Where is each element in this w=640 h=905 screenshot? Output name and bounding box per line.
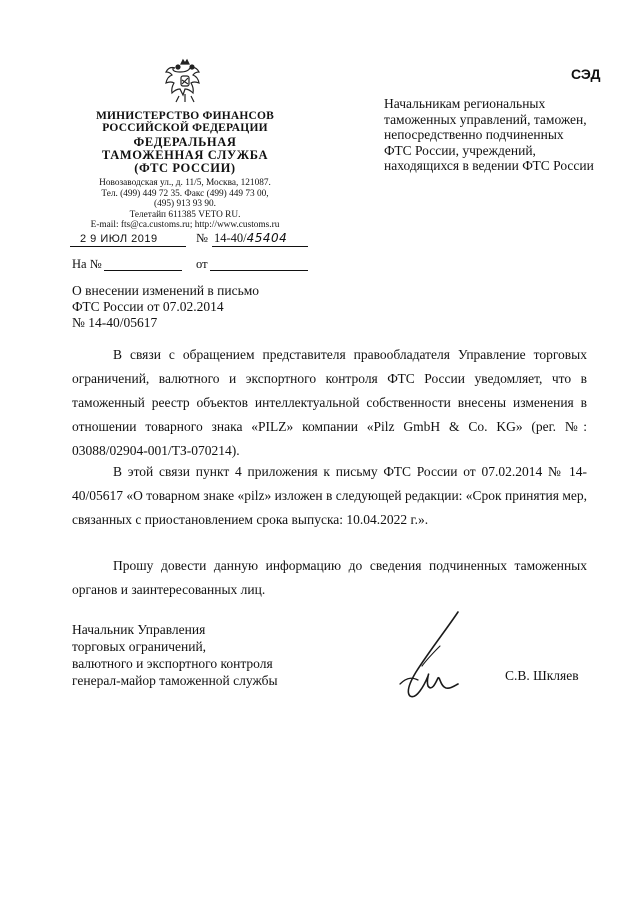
ministry-line: РОССИЙСКОЙ ФЕДЕРАЦИИ	[102, 122, 268, 134]
handwritten-signature-icon	[388, 606, 488, 706]
subject-line: ФТС России от 07.02.2014	[72, 299, 224, 314]
registration-date: 2 9 ИЮЛ 2019	[80, 233, 158, 245]
service-line: ТАМОЖЕННАЯ СЛУЖБА	[101, 148, 269, 162]
signatory-title-line: Начальник Управления	[72, 622, 206, 637]
double-headed-eagle-icon	[163, 56, 207, 106]
subject-line: О внесении изменений в письмо	[72, 283, 260, 298]
classification-mark: СЭД	[571, 66, 601, 82]
signatory-title	[72, 621, 332, 689]
service-name	[62, 136, 308, 175]
service-line: ФЕДЕРАЛЬНАЯ	[133, 135, 237, 149]
signatory-title-line: валютного и экспортного контроля	[72, 656, 273, 671]
body-paragraph: Прошу довести данную информацию до сведения подчиненных таможенных органов и заинтересованных лиц.	[72, 558, 587, 597]
service-line: (ФТС РОССИИ)	[134, 161, 236, 175]
registration-number	[214, 231, 287, 246]
contact-line: Телетайп 611385 VETO RU.	[129, 209, 241, 220]
signatory-title-line: торговых ограничений,	[72, 639, 207, 654]
reference-label: На №	[72, 257, 102, 271]
subject-line: № 14-40/05617	[72, 315, 158, 330]
reference-date-label: от	[196, 257, 208, 271]
addressee-block: Начальникам региональных таможенных управлений, таможен, непосредственно подчиненных ФТС России, учреждений, находящихся в ведении ФТС России	[384, 96, 594, 173]
contact-line: E-mail: fts@ca.customs.ru; http://www.customs.ru	[90, 220, 280, 230]
registration-number-handwritten: 45404	[246, 231, 288, 245]
subject-block	[72, 283, 332, 331]
ministry-name	[62, 110, 308, 134]
body-paragraph: В связи с обращением представителя правообладателя Управление торговых ограничений, валютного и экспортного контроля ФТС России уведомляет, что в таможенный реестр объектов интеллектуальной собственности внесены изменения в отношении товарного знака «PILZ» компании «Pilz GmbH & Co. KG» (рег. №: 03088/02904-001/ТЗ-070214).	[72, 347, 587, 458]
registration-number-printed: 14-40/	[214, 231, 247, 245]
contact-line: Новозаводская ул., д. 11/5, Москва, 121087.	[99, 178, 271, 188]
body-paragraph: В этой связи пункт 4 приложения к письму ФТС России от 07.02.2014 № 14-40/05617 «О товарном знаке «pilz» изложен в следующей редакции: «Срок принятия мер, связанных с приостановлением срока выпуска: 10.04.2022 г.».	[72, 464, 587, 527]
reference-date-underline	[210, 256, 308, 271]
contact-line: (495) 913 93 90.	[154, 199, 216, 209]
ministry-line: МИНИСТЕРСТВО ФИНАНСОВ	[95, 110, 275, 122]
sender-contacts	[62, 178, 308, 231]
reference-underline	[104, 256, 182, 271]
signatory-title-line: генерал-майор таможенной службы	[72, 673, 278, 688]
number-prefix: №	[196, 231, 208, 245]
contact-line: Тел. (499) 449 72 35. Факс (499) 449 73 00,	[101, 188, 269, 199]
signer-name: С.В. Шкляев	[505, 668, 579, 683]
